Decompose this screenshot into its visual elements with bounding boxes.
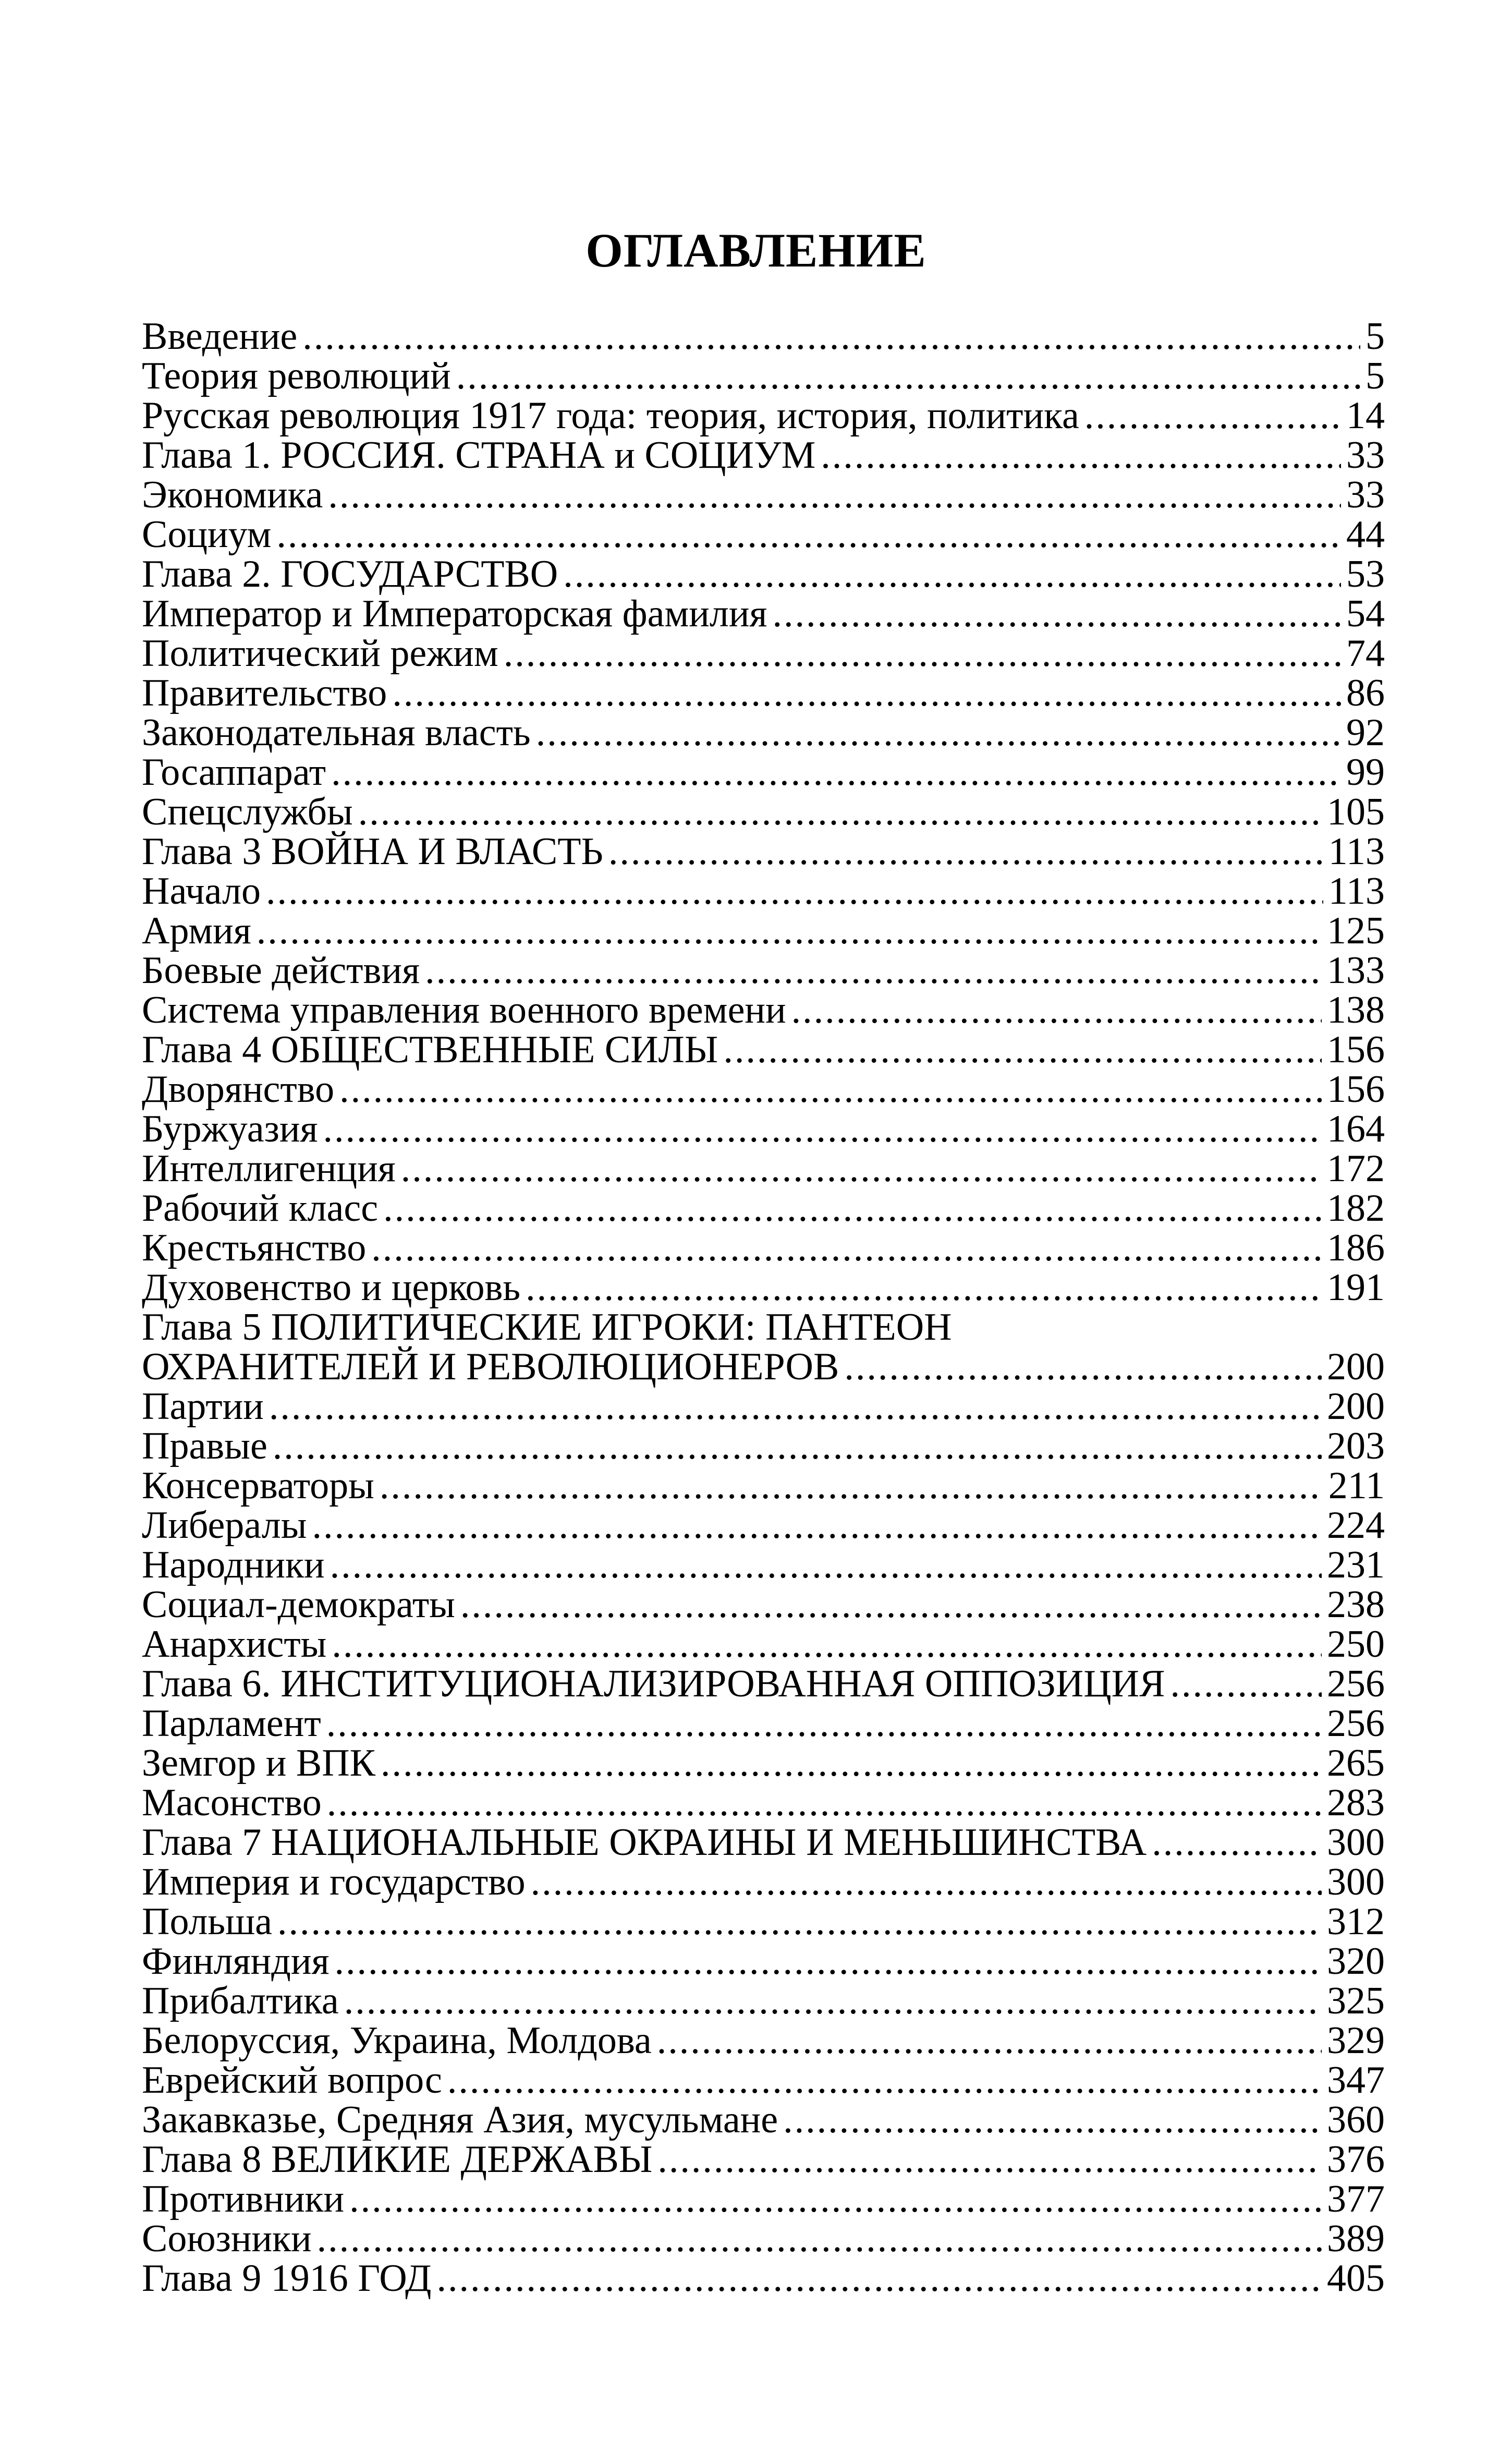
- toc-entry: [142, 1545, 1385, 1585]
- dot-leader: [331, 752, 1341, 792]
- toc-entry: [142, 356, 1385, 396]
- toc-entry: [142, 990, 1385, 1030]
- toc-entry-label: Глава 9 1916 ГОД: [142, 2257, 432, 2300]
- toc-entry-page-number: 347: [1327, 2059, 1385, 2102]
- dot-leader: [536, 713, 1341, 752]
- toc-entry: [142, 2060, 1385, 2100]
- toc-entry-label: Либералы: [142, 1504, 307, 1547]
- dot-leader: [783, 2100, 1322, 2140]
- toc-entry-label: Законодательная власть: [142, 711, 531, 754]
- toc-entry-row: [142, 2140, 1385, 2179]
- toc-entry-page-number: 238: [1327, 1583, 1385, 1626]
- toc-entry-row: [142, 1704, 1385, 1743]
- toc-entry-label: Крестьянство: [142, 1227, 367, 1269]
- toc-entry: [142, 1941, 1385, 1981]
- toc-entry: [142, 1624, 1385, 1664]
- toc-entry-label: Рабочий класс: [142, 1187, 379, 1230]
- dot-leader: [447, 2060, 1322, 2100]
- toc-entry-page-number: 203: [1327, 1425, 1385, 1467]
- dot-leader: [332, 1624, 1322, 1664]
- toc-entry-label: Правительство: [142, 672, 387, 714]
- toc-entry-label: Финляндия: [142, 1940, 330, 1983]
- toc-entry-page-number: 389: [1327, 2217, 1385, 2260]
- toc-entry-page-number: 5: [1365, 355, 1385, 397]
- toc-entry: [142, 1466, 1385, 1506]
- dot-leader: [392, 673, 1341, 713]
- toc-entry: [142, 1783, 1385, 1823]
- dot-leader: [1170, 1664, 1322, 1704]
- toc-entry-row: [142, 1188, 1385, 1228]
- toc-entry-row: [142, 911, 1385, 951]
- toc-entry-label: Глава 4 ОБЩЕСТВЕННЫЕ СИЛЫ: [142, 1028, 718, 1071]
- toc-entry-page-number: 224: [1327, 1504, 1385, 1547]
- toc-entry-page-number: 377: [1327, 2178, 1385, 2220]
- toc-entry-page-number: 44: [1346, 513, 1385, 556]
- toc-entry-page-number: 186: [1327, 1227, 1385, 1269]
- dot-leader: [257, 911, 1322, 951]
- toc-entry-page-number: 105: [1327, 791, 1385, 833]
- toc-entry-page-number: 138: [1327, 989, 1385, 1031]
- toc-entry-row: [142, 317, 1385, 356]
- toc-entry: [142, 673, 1385, 713]
- toc-entry: [142, 752, 1385, 792]
- dot-leader: [531, 1862, 1322, 1902]
- toc-entry-page-number: 211: [1328, 1464, 1385, 1507]
- dot-leader: [844, 1347, 1322, 1387]
- dot-leader: [381, 1743, 1322, 1783]
- toc-entry-row: [142, 1268, 1385, 1307]
- toc-entry-page-number: 53: [1346, 553, 1385, 596]
- dot-leader: [371, 1228, 1322, 1268]
- dot-leader: [436, 2259, 1322, 2298]
- toc-entry: [142, 951, 1385, 990]
- toc-entry-page-number: 86: [1346, 672, 1385, 714]
- toc-entry-label: Парламент: [142, 1702, 321, 1745]
- toc-entry: [142, 1506, 1385, 1545]
- toc-entry-page-number: 156: [1327, 1028, 1385, 1071]
- toc-entry-row: [142, 1387, 1385, 1426]
- toc-entry-row: [142, 1347, 1385, 1387]
- toc-entry-page-number: 14: [1346, 394, 1385, 437]
- toc-entry-page-number: 172: [1327, 1147, 1385, 1190]
- page-title: ОГЛАВЛЕНИЕ: [586, 224, 926, 277]
- toc-entry-row: [142, 1228, 1385, 1268]
- dot-leader: [657, 2021, 1322, 2060]
- toc-entry-page-number: 200: [1327, 1385, 1385, 1428]
- toc-entry-label: Экономика: [142, 474, 323, 516]
- toc-entry-page-number: 33: [1346, 434, 1385, 477]
- toc-entry-label: Польша: [142, 1900, 272, 1943]
- toc-entry-label: Глава 2. ГОСУДАРСТВО: [142, 553, 558, 596]
- toc-entry-page-number: 300: [1327, 1861, 1385, 1903]
- toc-entry: [142, 1188, 1385, 1228]
- toc-entry-label: Буржуазия: [142, 1108, 318, 1150]
- toc-entry-row: [142, 435, 1385, 475]
- toc-entry-row: [142, 871, 1385, 911]
- toc-entry-page-number: 231: [1327, 1544, 1385, 1586]
- toc-entry-row: [142, 356, 1385, 396]
- toc-entry: [142, 634, 1385, 673]
- toc-entry: [142, 1228, 1385, 1268]
- dot-leader: [1152, 1823, 1322, 1862]
- toc-entry-label: Земгор и ВПК: [142, 1742, 376, 1785]
- toc-entry-row: [142, 1862, 1385, 1902]
- toc-entry-label: Спецслужбы: [142, 791, 353, 833]
- toc-entry: [142, 1743, 1385, 1783]
- dot-leader: [273, 1426, 1322, 1466]
- toc-entry-row: [142, 752, 1385, 792]
- dot-leader: [358, 792, 1322, 832]
- toc-entry-label: Теория революций: [142, 355, 451, 397]
- toc-entry: [142, 1387, 1385, 1426]
- toc-entry-label: Правые: [142, 1425, 267, 1467]
- dot-leader: [330, 1545, 1322, 1585]
- dot-leader: [772, 594, 1341, 634]
- toc-entry-row: [142, 1743, 1385, 1783]
- dot-leader: [526, 1268, 1322, 1307]
- toc-entry-row: [142, 1545, 1385, 1585]
- toc-entry-row: [142, 515, 1385, 554]
- toc-entry: [142, 1149, 1385, 1188]
- toc-entry: [142, 713, 1385, 752]
- dot-leader: [326, 1704, 1322, 1743]
- dot-leader: [344, 1981, 1322, 2021]
- toc-entry-label: Введение: [142, 315, 298, 358]
- toc-entry-label: Духовенство и церковь: [142, 1266, 521, 1309]
- dot-leader: [608, 832, 1323, 871]
- toc-entry: [142, 1070, 1385, 1109]
- dot-leader: [339, 1070, 1322, 1109]
- toc-entry-row: [142, 1624, 1385, 1664]
- dot-leader: [323, 1109, 1322, 1149]
- dot-leader: [302, 317, 1360, 356]
- toc-entry-row: [142, 634, 1385, 673]
- toc-entry-page-number: 300: [1327, 1821, 1385, 1864]
- toc-entry: [142, 1823, 1385, 1862]
- toc-entry-row: [142, 1466, 1385, 1506]
- toc-entry: [142, 871, 1385, 911]
- toc-entry-label: ОХРАНИТЕЛЕЙ И РЕВОЛЮЦИОНЕРОВ: [142, 1345, 839, 1388]
- toc-entry-page-number: 113: [1328, 830, 1385, 873]
- toc-entry: [142, 1704, 1385, 1743]
- toc-entry-label: Еврейский вопрос: [142, 2059, 442, 2102]
- toc-entry: [142, 1030, 1385, 1070]
- toc-entry-page-number: 200: [1327, 1345, 1385, 1388]
- toc-entry-label: Император и Императорская фамилия: [142, 592, 767, 635]
- toc-entry-label: Глава 6. ИНСТИТУЦИОНАЛИЗИРОВАННАЯ ОППОЗИЦИЯ: [142, 1662, 1165, 1705]
- toc-entry-row: [142, 2179, 1385, 2219]
- toc-entry-label: Начало: [142, 870, 261, 913]
- toc-entry-label: Союзники: [142, 2217, 312, 2260]
- toc-entry-page-number: 329: [1327, 2019, 1385, 2062]
- toc-entry: [142, 1268, 1385, 1307]
- toc-entry-row: [142, 1981, 1385, 2021]
- toc-entry-label: Прибалтика: [142, 1980, 339, 2022]
- toc-entry-label: Русская революция 1917 года: теория, история, политика: [142, 394, 1079, 437]
- toc-entry: [142, 2219, 1385, 2259]
- table-of-contents: [142, 317, 1385, 2298]
- toc-entry-row: [142, 1664, 1385, 1704]
- toc-entry: [142, 1664, 1385, 1704]
- toc-entry: [142, 1902, 1385, 1941]
- toc-entry: [142, 832, 1385, 871]
- dot-leader: [349, 2179, 1322, 2219]
- dot-leader: [1084, 396, 1341, 435]
- toc-entry-row: [142, 594, 1385, 634]
- toc-entry-row: [142, 713, 1385, 752]
- toc-entry: [142, 2179, 1385, 2219]
- toc-entry-label: Закавказье, Средняя Азия, мусульмане: [142, 2098, 778, 2141]
- toc-entry: [142, 475, 1385, 515]
- toc-entry-row: [142, 832, 1385, 871]
- toc-entry-page-number: 325: [1327, 1980, 1385, 2022]
- dot-leader: [563, 554, 1341, 594]
- toc-entry-row: [142, 1506, 1385, 1545]
- dot-leader: [425, 951, 1322, 990]
- toc-entry: [142, 515, 1385, 554]
- toc-entry: [142, 1426, 1385, 1466]
- toc-entry: [142, 1585, 1385, 1624]
- toc-entry-label: Социал-демократы: [142, 1583, 455, 1626]
- toc-entry-row: [142, 554, 1385, 594]
- dot-leader: [723, 1030, 1322, 1070]
- toc-entry-row: [142, 1783, 1385, 1823]
- toc-entry: [142, 2100, 1385, 2140]
- toc-entry-label: Интеллигенция: [142, 1147, 396, 1190]
- toc-entry-page-number: 320: [1327, 1940, 1385, 1983]
- dot-leader: [327, 1783, 1322, 1823]
- toc-entry-row: [142, 2259, 1385, 2298]
- toc-entry-page-number: 33: [1346, 474, 1385, 516]
- toc-entry-label: Глава 7 НАЦИОНАЛЬНЫЕ ОКРАИНЫ И МЕНЬШИНСТВА: [142, 1821, 1147, 1864]
- toc-entry: [142, 435, 1385, 475]
- toc-entry-label: Госаппарат: [142, 751, 326, 794]
- toc-entry-label: Армия: [142, 909, 251, 952]
- toc-entry-page-number: 191: [1327, 1266, 1385, 1309]
- toc-entry-label: Консерваторы: [142, 1464, 374, 1507]
- toc-entry-label: Партии: [142, 1385, 264, 1428]
- toc-entry-label: Глава 3 ВОЙНА И ВЛАСТЬ: [142, 830, 603, 873]
- toc-entry-page-number: 164: [1327, 1108, 1385, 1150]
- toc-entry-row: [142, 1070, 1385, 1109]
- toc-entry-row: [142, 1902, 1385, 1941]
- toc-entry-label: Масонство: [142, 1781, 322, 1824]
- toc-entry-row: [142, 2219, 1385, 2259]
- toc-entry-row: [142, 1585, 1385, 1624]
- toc-entry-page-number: 113: [1328, 870, 1385, 913]
- toc-entry-page-number: 156: [1327, 1068, 1385, 1111]
- toc-entry-label: Глава 1. РОССИЯ. СТРАНА и СОЦИУМ: [142, 434, 816, 477]
- toc-entry-page-number: 5: [1365, 315, 1385, 358]
- toc-entry-label: Система управления военного времени: [142, 989, 786, 1031]
- toc-entry-page-number: 376: [1327, 2138, 1385, 2181]
- toc-entry-page-number: 74: [1346, 632, 1385, 675]
- dot-leader: [460, 1585, 1322, 1624]
- toc-entry-label: Социум: [142, 513, 272, 556]
- toc-entry-row: [142, 1109, 1385, 1149]
- dot-leader: [317, 2219, 1322, 2259]
- toc-entry: [142, 2021, 1385, 2060]
- dot-leader: [276, 515, 1341, 554]
- toc-entry-label: Глава 8 ВЕЛИКИЕ ДЕРЖАВЫ: [142, 2138, 653, 2181]
- dot-leader: [380, 1466, 1323, 1506]
- dot-leader: [383, 1188, 1322, 1228]
- toc-entry-page-number: 133: [1327, 949, 1385, 992]
- toc-entry-row: [142, 951, 1385, 990]
- toc-entry-row: [142, 673, 1385, 713]
- toc-entry-page-number: 312: [1327, 1900, 1385, 1943]
- toc-entry-page-number: 256: [1327, 1662, 1385, 1705]
- toc-entry-page-number: 283: [1327, 1781, 1385, 1824]
- toc-entry-page-number: 99: [1346, 751, 1385, 794]
- dot-leader: [312, 1506, 1322, 1545]
- toc-entry: [142, 554, 1385, 594]
- dot-leader: [269, 1387, 1322, 1426]
- toc-entry: [142, 1109, 1385, 1149]
- dot-leader: [277, 1902, 1322, 1941]
- toc-entry-label: Народники: [142, 1544, 325, 1586]
- toc-entry-page-number: 54: [1346, 592, 1385, 635]
- toc-entry-row: [142, 1149, 1385, 1188]
- toc-entry-label: Дворянство: [142, 1068, 335, 1111]
- toc-entry-label: Политический режим: [142, 632, 498, 675]
- dot-leader: [821, 435, 1341, 475]
- dot-leader: [504, 634, 1341, 673]
- toc-entry: [142, 911, 1385, 951]
- toc-entry-page-number: 182: [1327, 1187, 1385, 1230]
- toc-entry: [142, 1862, 1385, 1902]
- toc-entry: [142, 792, 1385, 832]
- toc-entry-label: Анархисты: [142, 1623, 327, 1666]
- dot-leader: [657, 2140, 1322, 2179]
- dot-leader: [456, 356, 1360, 396]
- toc-entry-row: [142, 1941, 1385, 1981]
- toc-entry-row: [142, 475, 1385, 515]
- toc-entry-page-number: 256: [1327, 1702, 1385, 1745]
- toc-entry: [142, 2140, 1385, 2179]
- toc-entry-row: [142, 1823, 1385, 1862]
- toc-entry-label: Империя и государство: [142, 1861, 526, 1903]
- toc-entry: [142, 1307, 1385, 1387]
- toc-entry-row: [142, 2100, 1385, 2140]
- dot-leader: [266, 871, 1323, 911]
- toc-entry: [142, 317, 1385, 356]
- toc-entry-row: [142, 1030, 1385, 1070]
- toc-entry-page-number: 360: [1327, 2098, 1385, 2141]
- dot-leader: [335, 1941, 1322, 1981]
- toc-entry-row: [142, 1426, 1385, 1466]
- toc-entry-page-number: 125: [1327, 909, 1385, 952]
- toc-entry-page-number: 250: [1327, 1623, 1385, 1666]
- dot-leader: [791, 990, 1322, 1030]
- toc-entry-label: Белоруссия, Украина, Молдова: [142, 2019, 652, 2062]
- toc-entry: [142, 1981, 1385, 2021]
- toc-entry-row: [142, 2021, 1385, 2060]
- toc-entry-page-number: 405: [1327, 2257, 1385, 2300]
- toc-entry-label-line1: Глава 5 ПОЛИТИЧЕСКИЕ ИГРОКИ: ПАНТЕОН: [142, 1306, 952, 1349]
- toc-entry: [142, 396, 1385, 435]
- toc-entry-page-number: 265: [1327, 1742, 1385, 1785]
- dot-leader: [401, 1149, 1322, 1188]
- toc-entry-label: Боевые действия: [142, 949, 420, 992]
- toc-entry: [142, 594, 1385, 634]
- toc-entry-row: [142, 2060, 1385, 2100]
- toc-entry: [142, 2259, 1385, 2298]
- toc-entry-row: [142, 990, 1385, 1030]
- dot-leader: [328, 475, 1341, 515]
- toc-entry-page-number: 92: [1346, 711, 1385, 754]
- toc-entry-row: [142, 396, 1385, 435]
- toc-entry-row: [142, 792, 1385, 832]
- toc-entry-label: Противники: [142, 2178, 345, 2220]
